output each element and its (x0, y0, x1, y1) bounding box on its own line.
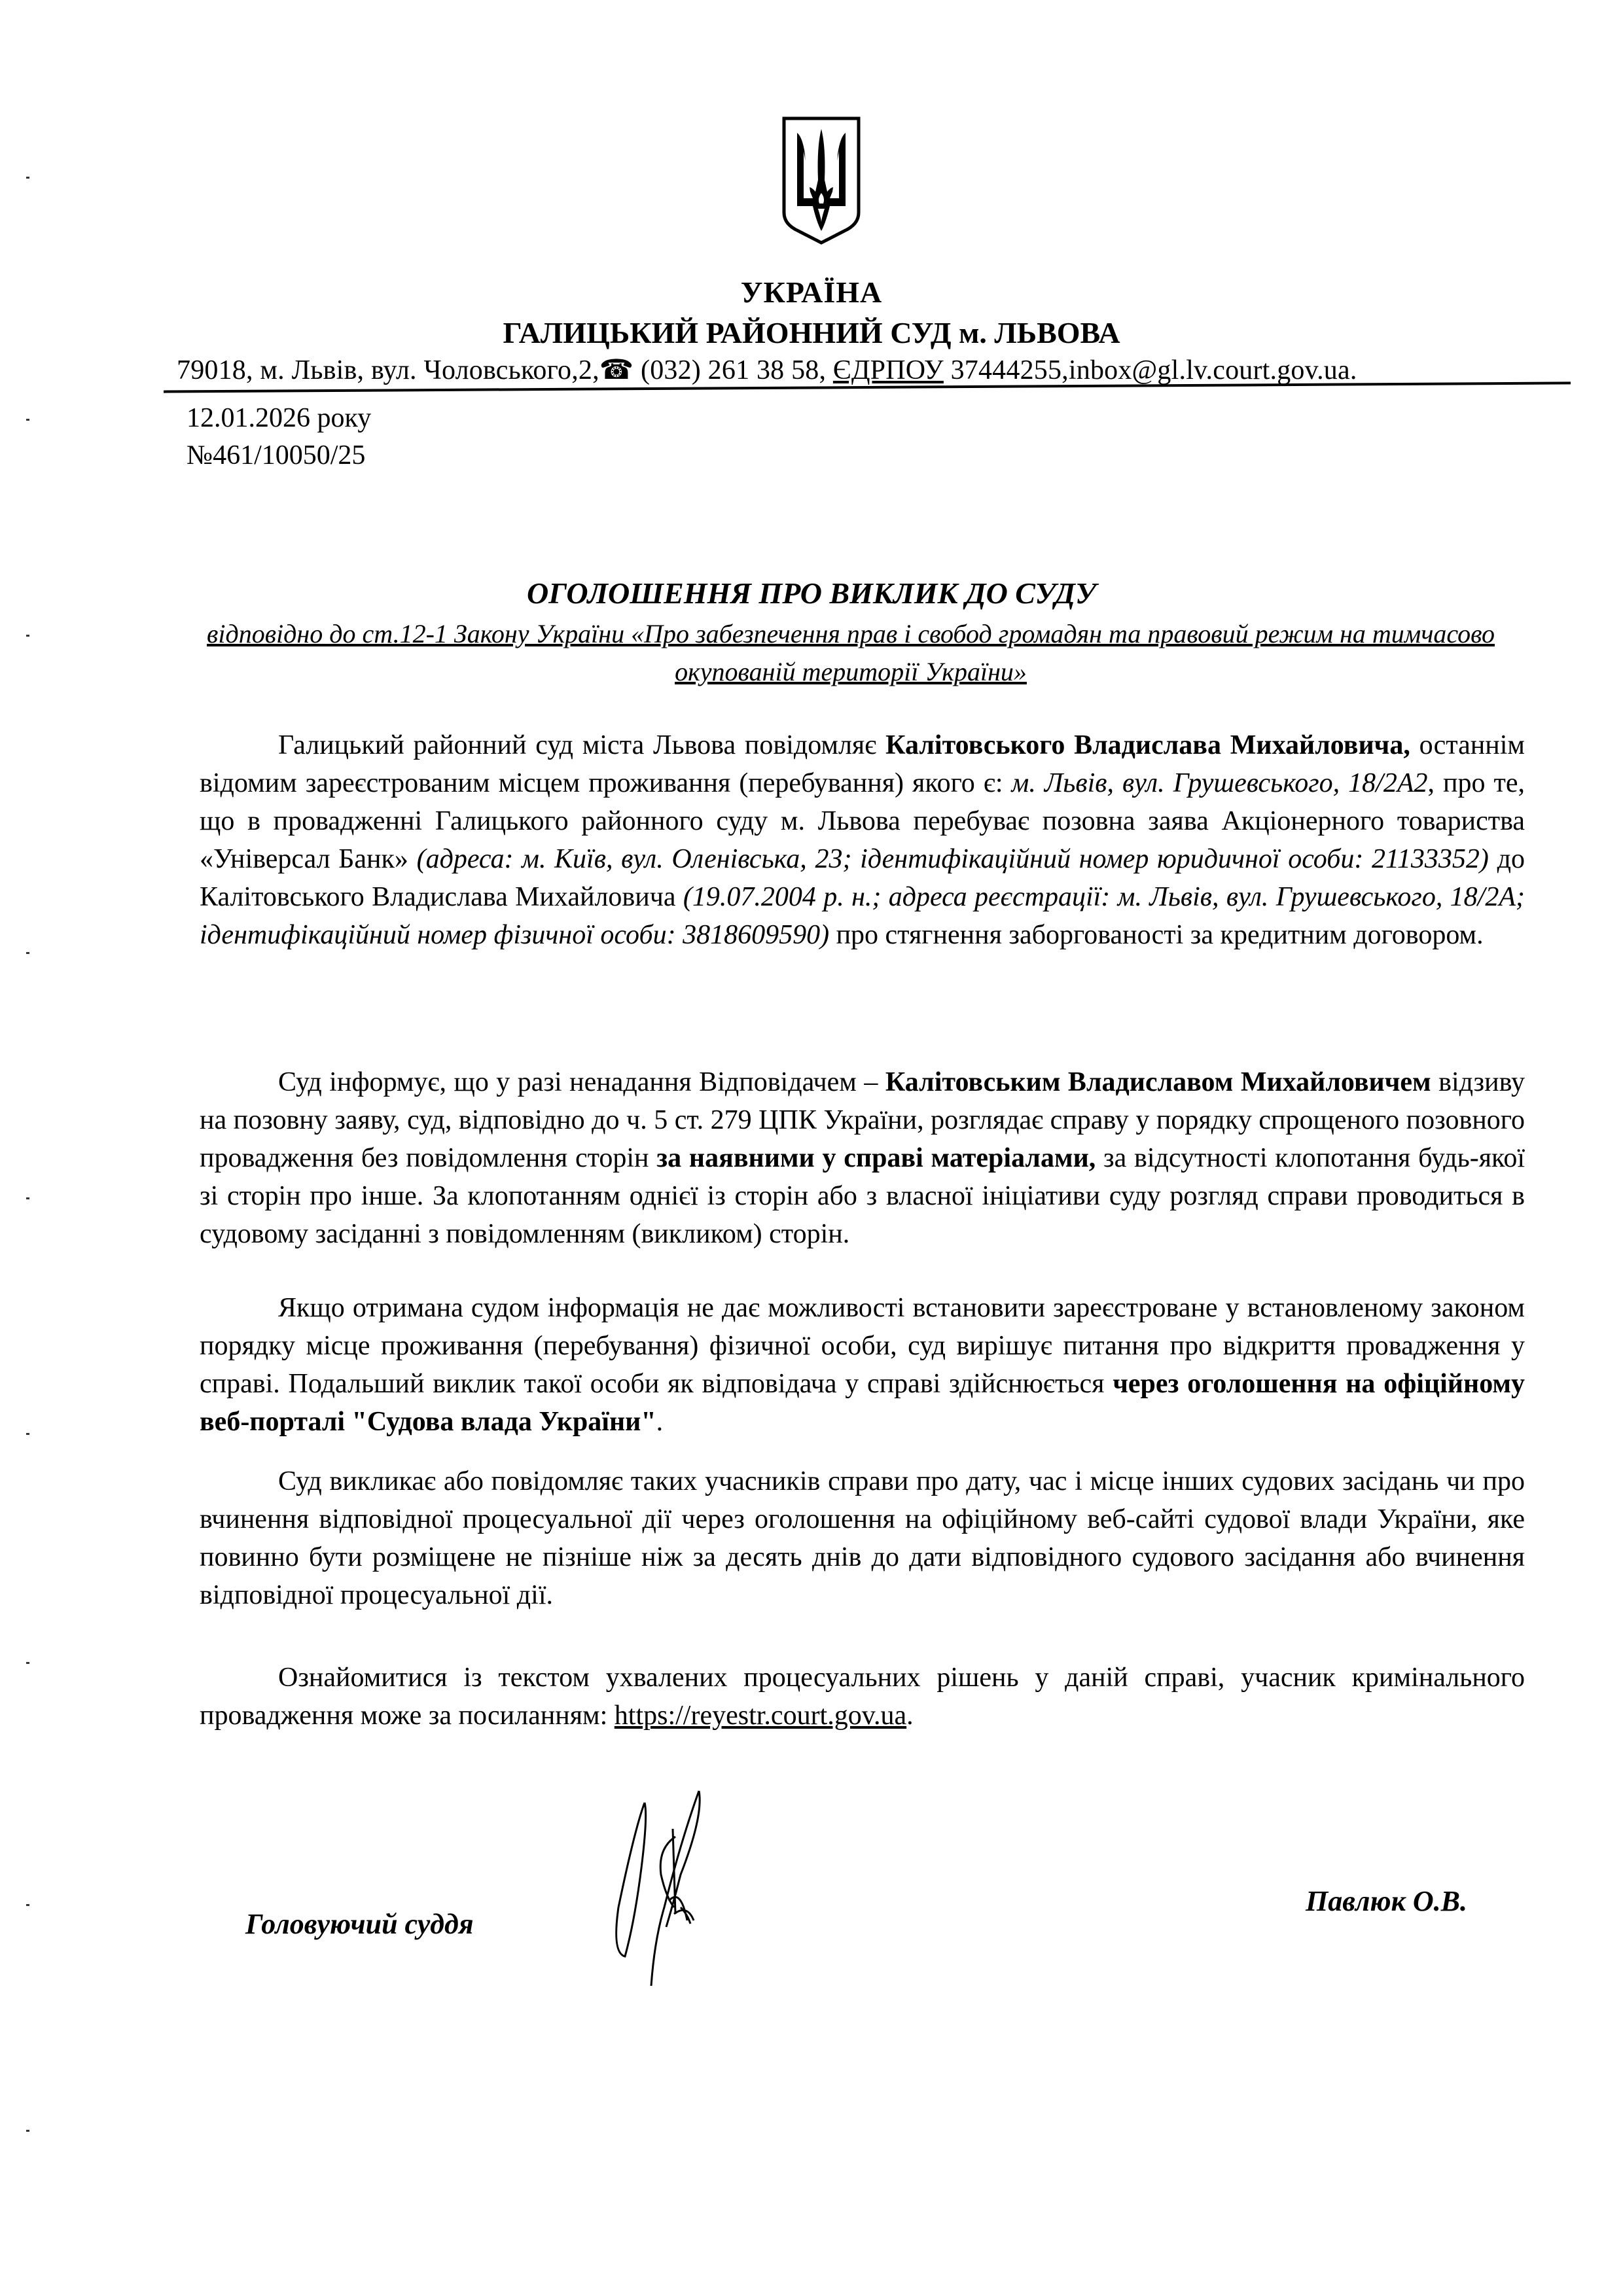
edrpou-and-email: 37444255,inbox@gl.lv.court.gov.ua. (943, 355, 1357, 385)
coat-of-arms-icon (779, 115, 864, 245)
registry-link[interactable]: https://reyestr.court.gov.ua (614, 1701, 907, 1731)
handwritten-signature-icon (589, 1790, 825, 1999)
text: до Калітовського Владислава Михайловича (200, 844, 1525, 912)
emphasis: через оголошення на офіційному веб-порталі "Судова влада України" (200, 1369, 1525, 1437)
plaintiff-details: (адреса: м. Київ, вул. Оленівська, 23; ідентифікаційний номер юридичної особи: 21133352) (416, 844, 1489, 874)
edrpou-label: ЄДРПОУ (832, 355, 944, 385)
scan-speck (26, 1197, 29, 1199)
scan-speck (26, 2130, 29, 2132)
court-address: 79018, м. Львів, вул. Чоловського,2, (177, 355, 599, 385)
notice-title: ОГОЛОШЕННЯ ПРО ВИКЛИК ДО СУДУ (527, 576, 1096, 610)
judge-name: Павлюк О.В. (1306, 1885, 1468, 1917)
defendant-details: (19.07.2004 р. н.; адреса реєстрації: м. Львів, вул. Грушевського, 18/2А; ідентифікаційний номер фізичної особи: 3818609590) (200, 882, 1525, 950)
text: Галицький районний суд міста Львова повідомляє (278, 730, 886, 760)
text: , про те, що в провадженні Галицького районного суду м. Львова перебуває позовна заява Акціонерного товариства «Універсал Банк» (200, 768, 1525, 874)
paragraph-procedure (200, 1063, 1525, 1253)
scan-speck (26, 1904, 29, 1906)
scan-speck (26, 419, 29, 421)
text: про стягнення заборгованості за кредитним договором. (829, 920, 1484, 950)
court-phone: (032) 261 38 58, (633, 355, 833, 385)
defendant-name: Калітовського Владислава Михайловича, (885, 730, 1410, 760)
notice-legal-basis: відповідно до ст.12-1 Закону України «Про забезпечення прав і свобод громадян та правовий режим на тимчасово окупованій території України» (206, 619, 1495, 686)
paragraph-summons-method (200, 1289, 1525, 1441)
registration-number: №461/10050/25 (187, 440, 366, 470)
text: . (906, 1701, 914, 1731)
defendant-address: м. Львів, вул. Грушевського, 18/2А2 (1011, 768, 1428, 798)
scan-speck (26, 1662, 29, 1664)
telephone-icon: ☎ (599, 355, 634, 385)
document-date: 12.01.2026 року (187, 403, 372, 433)
text: відзиву на позовну заяву, суд, відповідно до ч. 5 ст. 279 ЦПК України, розглядає справу у порядку спрощеного позовного провадження без повідомлення сторін (200, 1067, 1525, 1173)
paragraph-hearings (200, 1462, 1525, 1614)
scan-speck (26, 1433, 29, 1435)
text: Суд викликає або повідомляє таких учасників справи про дату, час і місце інших судових засідань чи про вчинення відповідної процесуальної дії через оголошення на офіційному веб-сайті судової влади України, яке повинно бути розміщене не пізніше ніж за десять днів до дати відповідного судового засідання або вчинення відповідної процесуальної дії. (200, 1466, 1525, 1610)
defendant-name: Калітовським Владиславом Михайловичем (885, 1067, 1431, 1097)
judge-role: Головуючий суддя (245, 1908, 474, 1940)
paragraph-notification (200, 726, 1525, 954)
text: останнім відомим зареєстрованим місцем проживання (перебування) якого є: (200, 730, 1525, 798)
scan-speck (26, 177, 29, 179)
scan-speck (26, 952, 29, 954)
text: Суд інформує, що у разі ненадання Відповідачем – (278, 1067, 885, 1097)
court-contact-line (177, 353, 1357, 386)
text: Якщо отримана судом інформація не дає можливості встановити зареєстроване у встановленому законом порядку місце проживання (перебування) фізичної особи, суд вирішує питання про відкриття провадження у справі. Подальший виклик такої особи як відповідача у справі здійснюється (200, 1293, 1525, 1399)
text: за відсутності клопотання будь-якої зі сторін про інше. За клопотанням однієї із сторін або з власної ініціативи суду розгляд справи проводиться в судовому засіданні з повідомленням (викликом) сторін. (200, 1143, 1525, 1249)
text: . (656, 1407, 664, 1437)
court-name-heading: ГАЛИЦЬКИЙ РАЙОННИЙ СУД м. ЛЬВОВА (503, 316, 1120, 349)
country-heading: УКРАЇНА (740, 275, 883, 309)
paragraph-registry (200, 1659, 1525, 1735)
text: Ознайомитися із текстом ухвалених процесуальних рішень у даній справі, учасник кримінального провадження може за посиланням: (200, 1663, 1525, 1731)
scan-speck (26, 635, 29, 637)
emphasis: за наявними у справі матеріалами, (656, 1143, 1096, 1173)
